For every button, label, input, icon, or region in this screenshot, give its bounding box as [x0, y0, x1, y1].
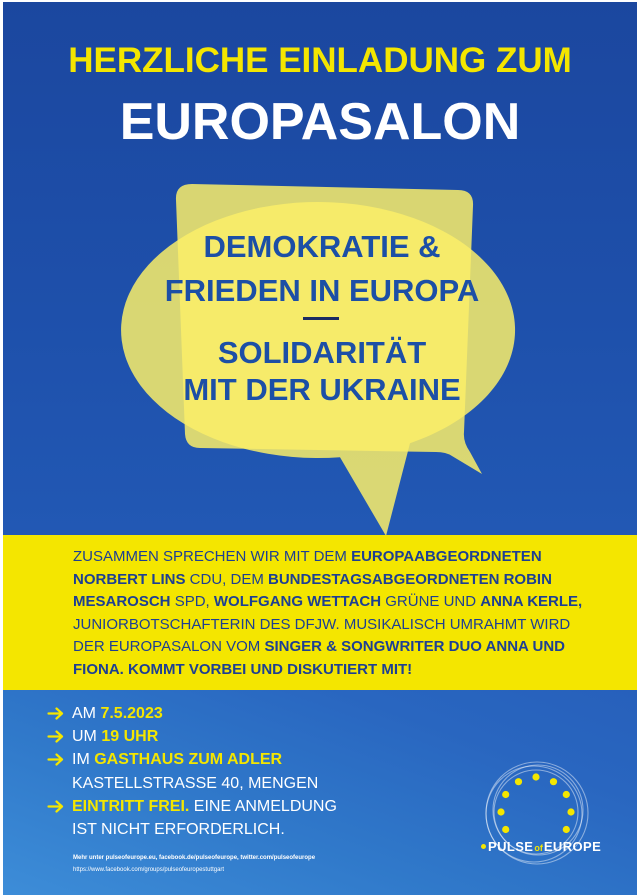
- footer-links-line: Mehr unter pulseofeurope.eu, facebook.de/pulseofeurope, twitter.com/pulseofeurope: [73, 855, 316, 861]
- description-text-highlight: BUNDESTAGSABGEORDNETEN ROBIN: [268, 570, 552, 588]
- description-line: [73, 546, 582, 569]
- arrow-right-icon: [47, 800, 64, 813]
- description-text-highlight: FIONA. KOMMT VORBEI UND DISKUTIERT MIT!: [73, 660, 413, 678]
- description-text-regular: CDU, DEM: [189, 570, 264, 588]
- time-prefix: UM: [72, 728, 97, 746]
- arrow-right-icon: [47, 730, 64, 743]
- topic-line-4: MIT DER UKRAINE: [183, 372, 461, 407]
- event-title: EUROPASALON: [119, 93, 521, 151]
- poster-frame-top: [0, 0, 640, 2]
- description-text-highlight: MESAROSCH: [73, 593, 171, 611]
- footer-group-link: https://www.facebook.com/groups/pulseofeuropestuttgart: [73, 866, 225, 873]
- arrow-right-icon: [47, 753, 64, 766]
- date-prefix: AM: [72, 705, 96, 722]
- admission-note: EINE ANMELDUNG: [193, 797, 337, 815]
- footer-links: [73, 853, 315, 876]
- description-text-highlight: WOLFGANG WETTACH: [213, 593, 382, 611]
- topic-line-1: DEMOKRATIE &: [203, 229, 441, 264]
- description-text-regular: GRÜNE UND: [385, 593, 477, 611]
- poster-frame-left: [0, 0, 3, 895]
- description-text-highlight: NORBERT LINS: [73, 570, 186, 588]
- description-text-highlight: ANNA KERLE,: [480, 593, 583, 611]
- logo-word-pulse: PULSE: [488, 839, 534, 854]
- topic-separator-line: [303, 317, 339, 320]
- description-line: [73, 614, 582, 637]
- venue-address: KASTELLSTRASSE 40, MENGEN: [72, 774, 319, 792]
- description-band: [0, 535, 640, 690]
- logo-word-europe: EUROPE: [543, 839, 602, 854]
- logo-dot: [481, 844, 486, 849]
- description-text: [73, 546, 582, 682]
- invitation-heading: HERZLICHE EINLADUNG ZUM: [68, 41, 572, 80]
- description-line: [73, 591, 582, 614]
- admission-note-continued: IST NICHT ERFORDERLICH.: [72, 820, 285, 838]
- arrow-right-icon: [47, 707, 64, 720]
- detail-date: [0, 702, 640, 725]
- description-text-highlight: SINGER & SONGWRITER DUO ANNA UND: [264, 638, 565, 656]
- description-line: [73, 636, 582, 659]
- topic-line-3: SOLIDARITÄT: [217, 335, 427, 370]
- description-text-regular: JUNIORBOTSCHAFTERIN DES DFJW. MUSIKALISCH UMRAHMT WIRD: [73, 615, 571, 633]
- detail-time: [0, 725, 640, 748]
- pulse-of-europe-logo: [481, 840, 601, 854]
- description-text-regular: SPD,: [174, 593, 210, 611]
- description-line: [73, 569, 582, 592]
- venue-name: GASTHAUS ZUM ADLER: [94, 751, 283, 769]
- logo-word-of: of: [534, 843, 543, 853]
- venue-prefix: IM: [72, 751, 90, 769]
- topic-line-2: FRIEDEN IN EUROPA: [164, 273, 480, 308]
- time-value: 19 UHR: [101, 728, 159, 746]
- description-text-highlight: EUROPAABGEORDNETEN: [351, 548, 542, 565]
- description-text-regular: ZUSAMMEN SPRECHEN WIR MIT DEM: [73, 548, 347, 565]
- admission-value: EINTRITT FREI.: [72, 797, 190, 815]
- date-value: 7.5.2023: [100, 705, 163, 722]
- description-line: [73, 659, 582, 682]
- description-text-regular: DER EUROPASALON VOM: [73, 638, 261, 656]
